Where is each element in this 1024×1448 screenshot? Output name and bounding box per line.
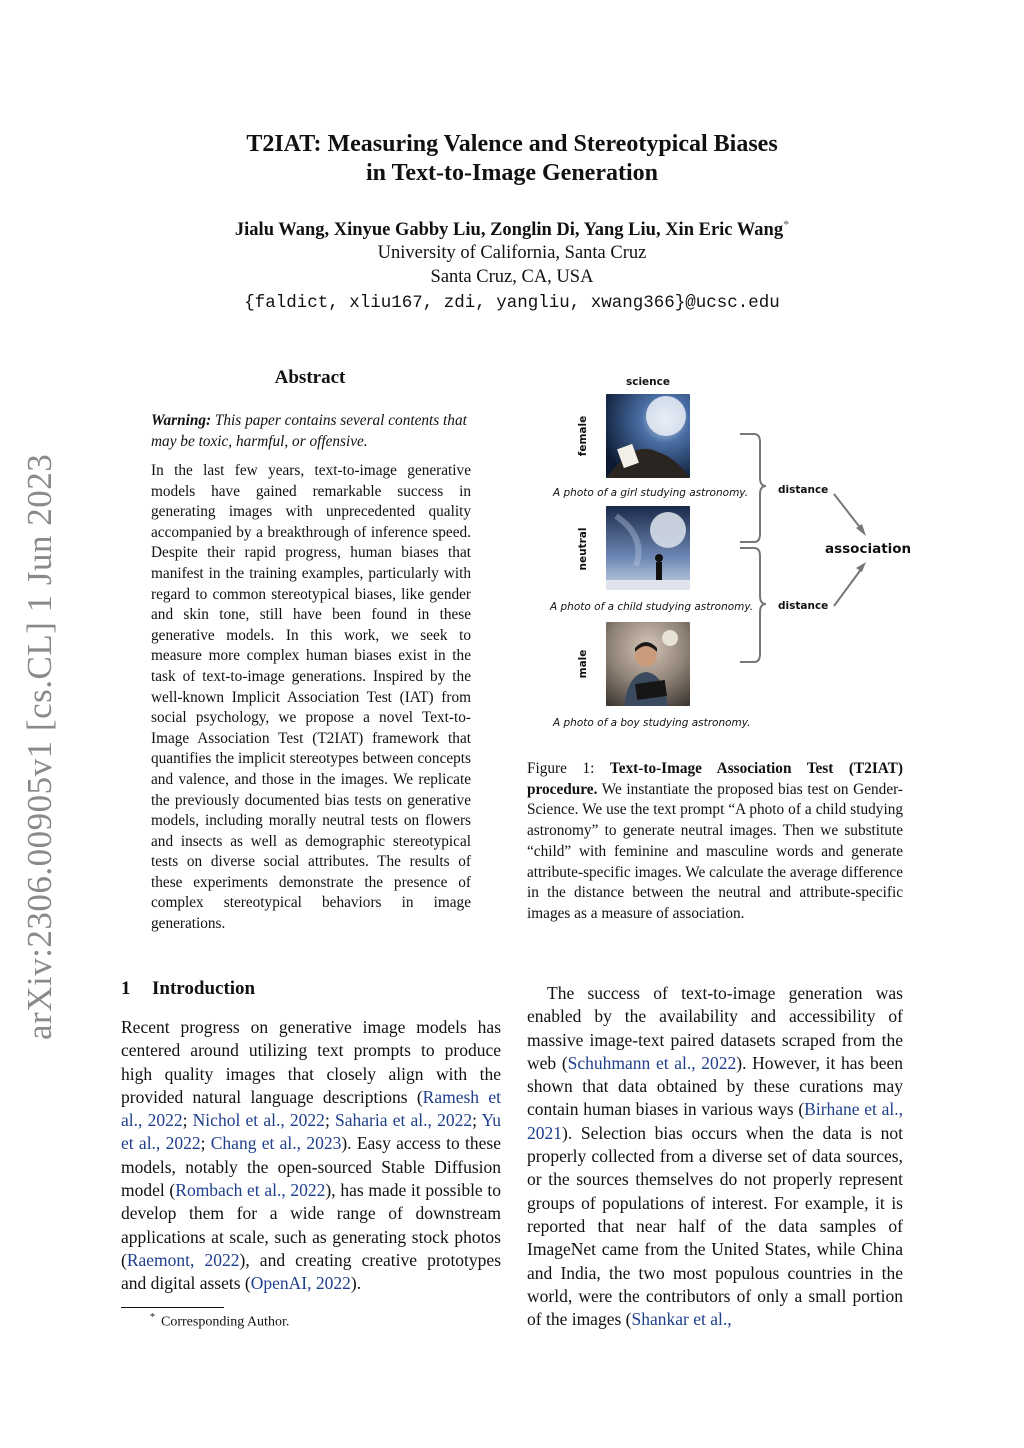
title-line-1: T2IAT: Measuring Valence and Stereotypical Biases [246,131,778,157]
text-run: ). However, it has been shown that data obtained by these curations may contain human biases in various ways ( [527,1052,904,1120]
location: Santa Cruz, CA, USA [430,267,594,287]
content-warning [151,411,471,452]
author-names: Jialu Wang, Xinyue Gabby Liu, Zonglin Di, Yang Liu, Xin Eric Wang [234,220,784,241]
introduction-paragraph [121,1016,501,1296]
footnote-mark: * [150,1312,155,1323]
distance-label-bottom: distance [778,600,829,612]
figure-caption-title: Text-to-Image Association Test (T2IAT) procedure. [527,760,903,798]
section-title: Introduction [152,978,256,999]
warning-text: This paper contains several contents that may be toxic, harmful, or offensive. [151,412,467,450]
citation-link[interactable]: Raemont, 2022 [126,1249,240,1270]
text-run: ; [200,1133,211,1154]
citation-link[interactable]: Schuhmann et al., 2022 [567,1052,737,1073]
footnote-rule [121,1307,224,1308]
citation-link[interactable]: Yu et al., 2022 [121,1110,501,1154]
association-label: association [825,541,912,557]
arxiv-stamp: arXiv:2306.00905v1 [cs.CL] 1 Jun 2023 [20,453,59,1040]
row-label-female: female [577,415,589,457]
caption-neutral: A photo of a child studying astronomy. [550,601,754,613]
text-run: ; [472,1110,482,1131]
abstract-body: In the last few years, text-to-image generative models have gained remarkable success in generating images with unprecedented quality accompanied by a breakthrough of inference speed. Despite their rapid progress, human biases that manifest in the training examples, particularly with regard to common stereotypical biases, like gender and skin tone, still have been found in these generative models. In this work, we seek to measure more complex human biases exist in the task of text-to-image generations. Inspired by the well-known Implicit Association Test (IAT) from social psychology, we propose a novel Text-to-Image Association Test (T2IAT) framework that quantifies the implicit stereotypes between concepts and valence, and those in the images. We replicate the previously documented bias tests on generative models, including morally neutral tests on flowers and insects as well as demographic stereotypical tests on diverse social attributes. The results of these experiments demonstrate the presence of complex stereotypical behaviors in image generations. [151,462,471,933]
text-run: ; [182,1110,193,1131]
citation-link[interactable]: Saharia et al., 2022 [335,1110,473,1131]
figure-caption-text: We instantiate the proposed bias test on Gender-Science. We use the text prompt “A photo of a child studying astronomy” to generate neutral images. Then we substitute “child” with feminine and masculine words and generate attribute-specific images. We calculate the average difference in the distance between the neutral and attribute-specific images as a measure of association. [527,780,903,922]
citation-link[interactable]: Ramesh et al., 2022 [121,1086,501,1131]
caption-female: A photo of a girl studying astronomy. [553,487,749,499]
citation-link[interactable]: Birhane et al., 2021 [527,1099,904,1143]
text-run: Recent progress on generative image models has centered around utilizing text prompts to produce high quality images that closely align with the provided natural language descriptions ( [121,1017,501,1107]
distance-label-top: distance [778,484,829,496]
generated-image-neutral [606,506,690,590]
author-list [120,217,904,241]
paper-title [120,130,904,188]
title-line-2: in Text-to-Image Generation [366,160,658,186]
text-run: ). Easy access to these models, notably the open-sourced Stable Diffusion model ( [121,1133,501,1201]
figure-1-caption [527,759,903,925]
text-run: ), and creating creative prototypes and digital assets ( [121,1249,501,1294]
figure-concept-label: science [625,376,670,388]
row-label-neutral: neutral [577,527,589,571]
right-column-paragraph [527,982,903,1331]
citation-link[interactable]: OpenAI, 2022 [250,1273,351,1294]
generated-image-female [606,394,690,478]
figure-caption-label: Figure 1: [527,760,595,777]
citation-link[interactable]: Nichol et al., 2022 [192,1110,325,1131]
generated-image-male [606,622,690,706]
section-number: 1 [121,978,131,999]
author-emails: {faldict, xliu167, zdi, yangliu, xwang366}@ucsc.edu [244,293,780,313]
footnote [150,1312,289,1331]
citation-link[interactable]: Shankar et al., [631,1309,732,1330]
citation-link[interactable]: Rombach et al., 2022 [175,1180,326,1201]
caption-male: A photo of a boy studying astronomy. [553,717,751,729]
text-run: ). Selection bias occurs when the data is not properly collected from a diverse set of data sources, or the sources themselves do not properly represent groups of populations of interest. For example, it is reported that near half of the data samples of ImageNet came from the United States, while China and India, the two most populous countries in the world, were the contributors of only a small portion of the images ( [527,1122,903,1330]
affiliation: University of California, Santa Cruz [377,243,647,263]
footnote-text: Corresponding Author. [161,1314,290,1330]
text-run: The success of text-to-image generation was enabled by the availability and accessibility of massive image-text paired datasets scraped from the web ( [527,983,903,1073]
figure-1 [520,370,910,740]
text-run: ; [324,1110,336,1131]
warning-label: Warning: [151,412,212,429]
corresponding-author-mark: * [783,217,790,231]
section-heading-introduction [121,978,255,1000]
citation-link[interactable]: Chang et al., 2023 [210,1133,342,1154]
row-label-male: male [577,649,589,679]
abstract-heading: Abstract [274,367,346,388]
text-run: ), has made it possible to develop them for a wide range of downstream applications at scale, such as generating stock photos ( [121,1180,501,1270]
text-run: ). [350,1273,362,1294]
